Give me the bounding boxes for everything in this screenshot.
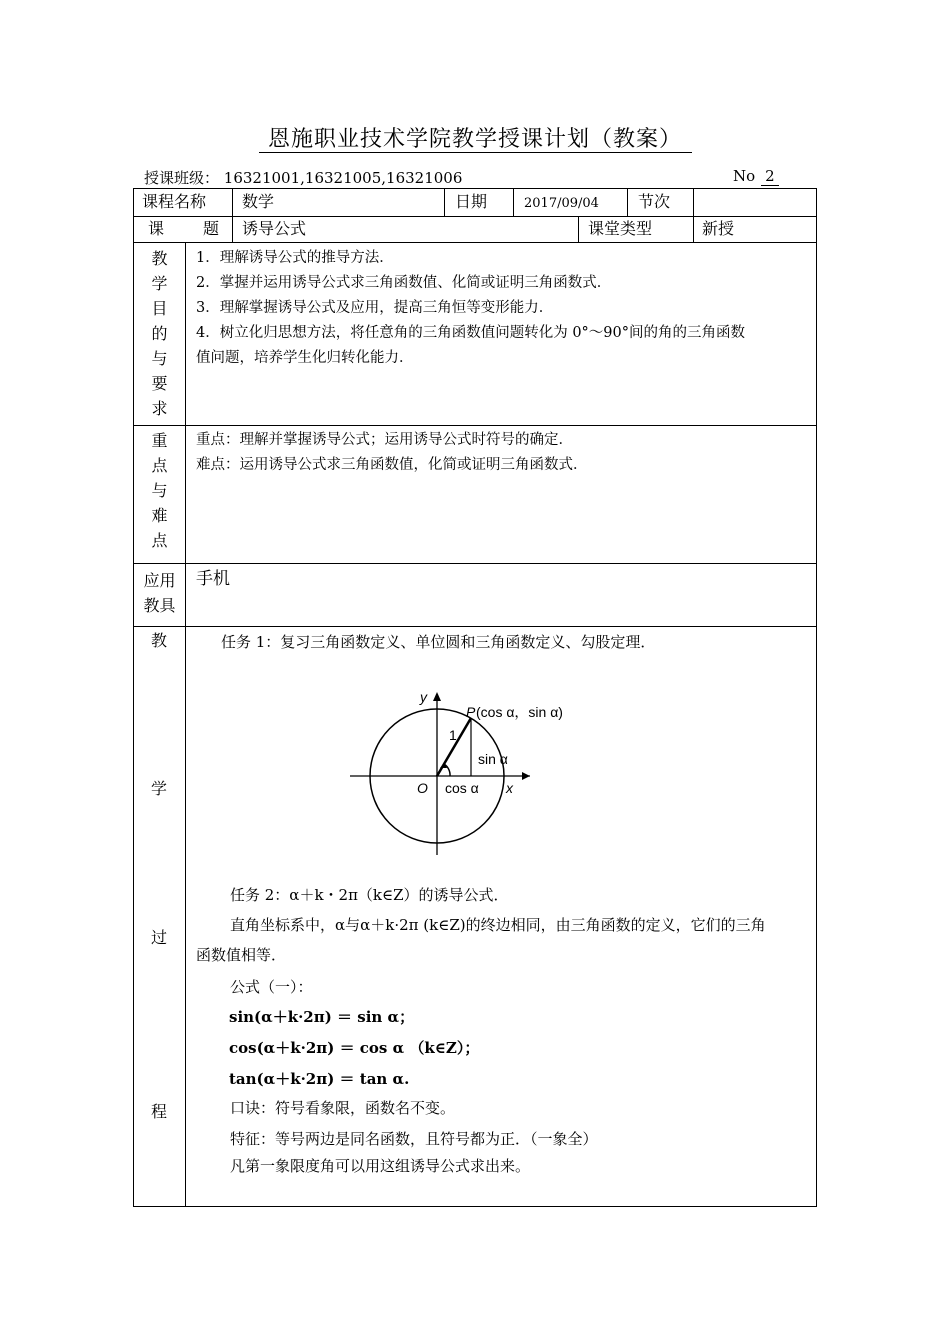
y-axis-arrow <box>433 692 441 701</box>
row-divider <box>133 242 817 243</box>
tools-label: 应用 教具 <box>143 571 176 615</box>
x-axis-arrow <box>522 772 530 780</box>
date-label: 日期 <box>455 192 488 211</box>
type-value: 新授 <box>702 219 735 238</box>
feature-text: 特征：等号两边是同名函数，且符号都为正．（一象全） <box>230 1130 598 1148</box>
formula-cos: cos(α＋k·2π) ＝ cos α （k∈Z）； <box>229 1039 480 1057</box>
point-label: P <box>466 704 476 720</box>
difficulty-text: 难点：运用诱导公式求三角函数值，化简或证明三角函数式． <box>196 457 588 473</box>
col-divider <box>232 188 233 242</box>
note-text: 凡第一象限度角可以用这组诱导公式求出来。 <box>230 1157 531 1175</box>
objective-item: 值问题，培养学生化归转化能力． <box>196 350 414 366</box>
formula-heading: 公式（一）： <box>230 978 313 996</box>
radius-label: 1 <box>449 727 457 743</box>
label-column-divider <box>185 242 186 1207</box>
objectives-list <box>196 246 811 371</box>
topic-label-a: 课 <box>148 219 165 238</box>
col-divider <box>513 188 514 216</box>
class-value: 16321001,16321005,16321006 <box>223 169 463 187</box>
period-label: 节次 <box>638 192 671 211</box>
class-label: 授课班级： <box>144 169 220 187</box>
type-label: 课堂类型 <box>588 219 653 238</box>
topic-value: 诱导公式 <box>242 219 307 238</box>
key-points-text <box>196 428 811 478</box>
task2-text: 任务 2：α＋k・2π（k∈Z）的诱导公式． <box>230 886 509 904</box>
explanation-line-2: 函数值相等． <box>196 946 287 964</box>
no-value: 2 <box>761 167 779 186</box>
y-axis-label: y <box>420 689 427 705</box>
row-divider <box>133 563 817 564</box>
formula-tan: tan(α＋k·2π) ＝ tan α. <box>229 1070 410 1088</box>
sin-label: sin α <box>478 751 508 767</box>
objective-item: 3．理解掌握诱导公式及应用，提高三角恒等变形能力． <box>196 300 554 316</box>
process-label-2: 学 <box>151 779 168 798</box>
objective-item: 2．掌握并运用诱导公式求三角函数值、化简或证明三角函数式． <box>196 275 612 291</box>
date-value: 2017/09/04 <box>524 196 599 211</box>
page-title: 恩施职业技术学院教学授课计划（教案） <box>267 127 682 152</box>
objective-item: 4．树立化归思想方法，将任意角的三角函数值问题转化为 0°～90°间的角的三角函数 <box>196 325 746 341</box>
lesson-number <box>733 167 779 186</box>
course-value: 数学 <box>242 192 275 211</box>
col-divider <box>627 188 628 216</box>
topic-label-b: 题 <box>203 219 220 238</box>
col-divider <box>578 216 579 242</box>
point-coords: (cos α，sin α) <box>476 704 563 720</box>
key-points-label: 重 点 与 难 点 <box>151 431 168 550</box>
title-underline <box>259 152 692 153</box>
mnemonic-text: 口诀：符号看象限，函数名不变。 <box>230 1099 456 1117</box>
task1-text: 任务 1：复习三角函数定义、单位圆和三角函数定义、勾股定理． <box>221 633 656 651</box>
row-divider <box>133 216 817 217</box>
no-label: No <box>733 167 756 185</box>
process-label-3: 过 <box>151 928 168 947</box>
cos-label: cos α <box>445 780 479 796</box>
process-label-4: 程 <box>151 1102 168 1121</box>
col-divider <box>444 188 445 216</box>
row-divider <box>133 425 817 426</box>
col-divider <box>693 188 694 242</box>
class-row <box>144 167 462 188</box>
process-label-1: 教 <box>151 631 168 650</box>
row-divider <box>133 626 817 627</box>
objective-item: 1．理解诱导公式的推导方法． <box>196 250 394 266</box>
unit-circle-diagram <box>340 680 600 860</box>
course-label: 课程名称 <box>142 192 207 211</box>
objectives-label: 教 学 目 的 与 要 求 <box>151 249 168 418</box>
explanation-line-1: 直角坐标系中，α与α＋k·2π (k∈Z)的终边相同，由三角函数的定义，它们的三角 <box>230 916 766 934</box>
tools-value: 手机 <box>196 569 230 589</box>
focus-text: 重点：理解并掌握诱导公式；运用诱导公式时符号的确定． <box>196 432 573 448</box>
x-axis-label: x <box>506 780 513 796</box>
origin-label: O <box>417 780 428 796</box>
formula-sin: sin(α＋k·2π) ＝ sin α； <box>229 1008 415 1026</box>
